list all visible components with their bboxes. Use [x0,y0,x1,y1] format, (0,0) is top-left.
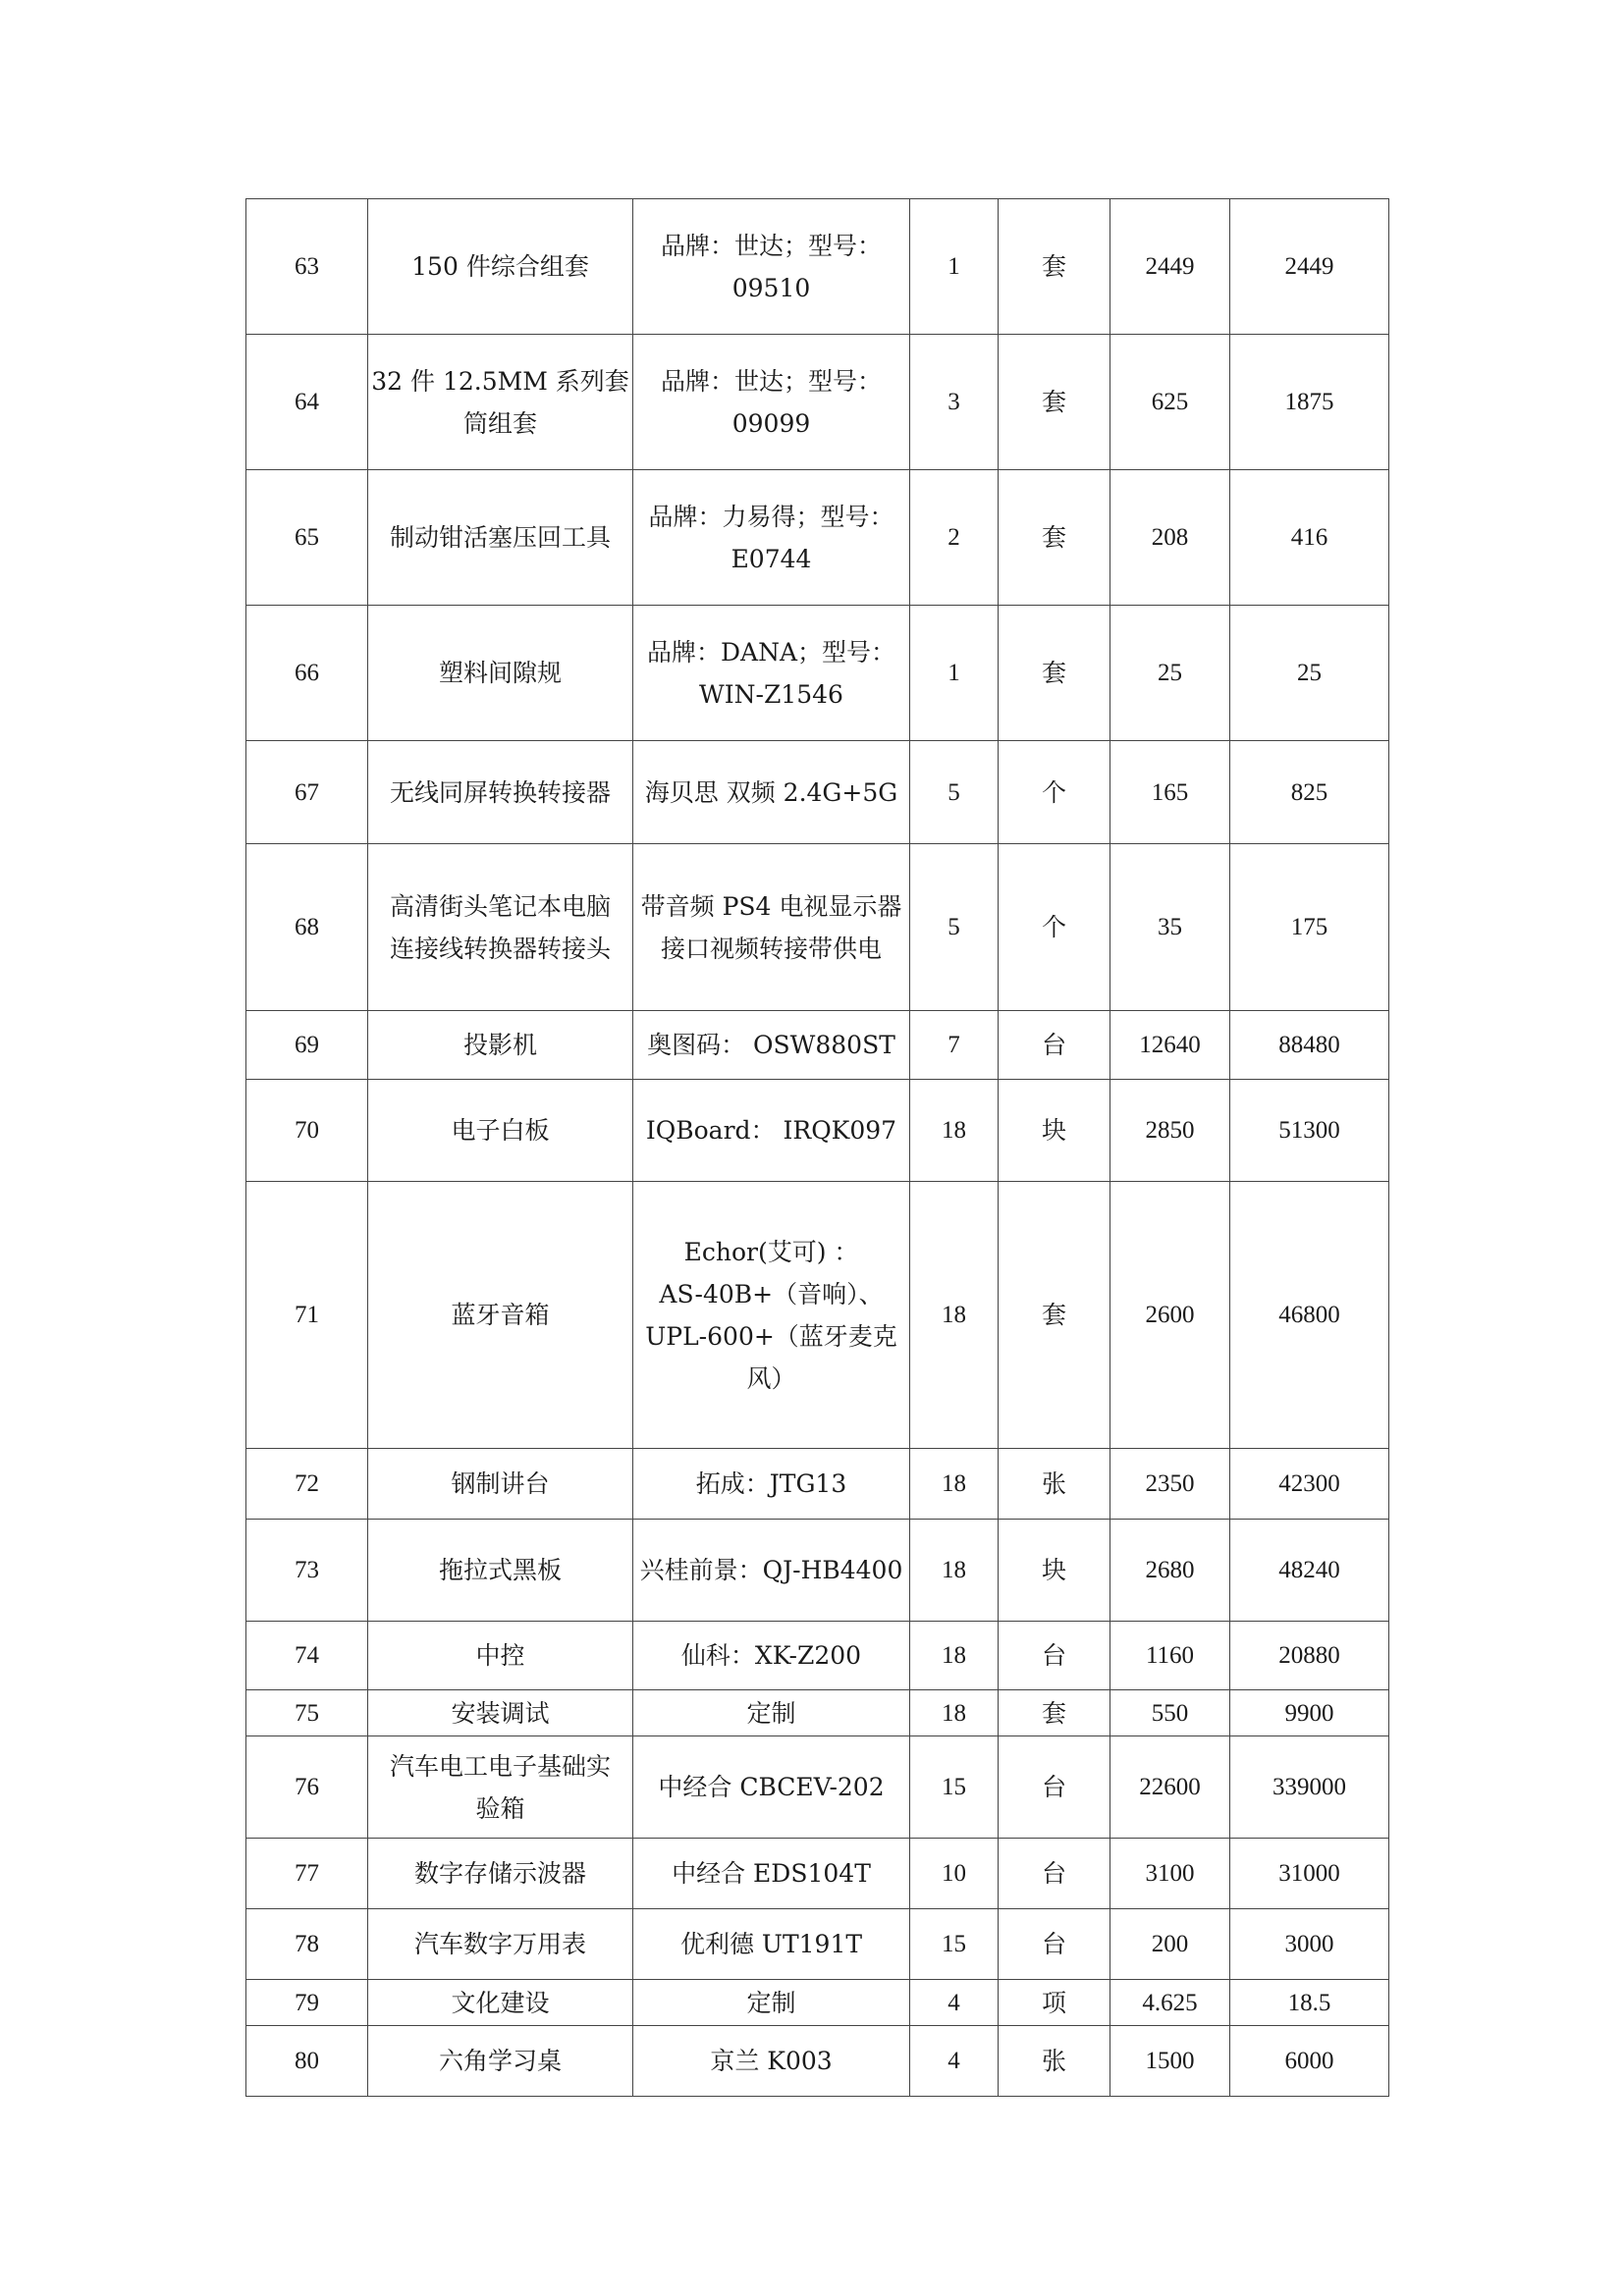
unit-cell: 套 [999,606,1110,741]
unit-cell: 个 [999,844,1110,1011]
spec-cell [633,1449,910,1520]
row-number-cell: 75 [246,1690,368,1736]
quantity-cell: 18 [910,1520,999,1622]
total-price-cell: 18.5 [1230,1980,1389,2026]
total-price-cell: 339000 [1230,1736,1389,1839]
unit-price-cell: 25 [1110,606,1230,741]
unit-cell: 套 [999,199,1110,335]
unit-cell: 张 [999,2026,1110,2097]
table-row [246,1622,1389,1690]
quantity-cell: 5 [910,844,999,1011]
spec-line: 09510 [731,273,811,302]
spec-line: AS-40B+（音响）、 [659,1279,884,1308]
spec-line: 奥图码： OSW880ST [647,1031,895,1059]
spec-line: 京兰 K003 [710,2047,833,2075]
total-price-cell: 25 [1230,606,1389,741]
unit-price-cell: 2600 [1110,1182,1230,1449]
item-name-cell [368,2026,633,2097]
row-number-cell: 64 [246,335,368,470]
row-number-cell: 65 [246,470,368,606]
spec-cell [633,1622,910,1690]
row-number-cell: 78 [246,1909,368,1980]
table-row [246,1080,1389,1182]
table-row [246,1980,1389,2026]
item-name-line: 32 件 12.5MM 系列套 [371,366,629,396]
quantity-cell: 18 [910,1449,999,1520]
unit-cell: 台 [999,1839,1110,1909]
unit-cell: 套 [999,335,1110,470]
unit-price-cell: 2449 [1110,199,1230,335]
total-price-cell: 1875 [1230,335,1389,470]
spec-cell [633,2026,910,2097]
unit-price-cell: 35 [1110,844,1230,1011]
spec-line: 风） [746,1363,796,1393]
unit-cell: 台 [999,1622,1110,1690]
item-name-cell [368,1520,633,1622]
quantity-cell: 18 [910,1622,999,1690]
quantity-cell: 18 [910,1182,999,1449]
item-name-line: 筒组套 [462,408,537,438]
table-row [246,1839,1389,1909]
spec-cell [633,1520,910,1622]
row-number-cell: 74 [246,1622,368,1690]
row-number-cell: 72 [246,1449,368,1520]
unit-price-cell: 2680 [1110,1520,1230,1622]
item-name-cell [368,844,633,1011]
quantity-cell: 1 [910,606,999,741]
table-row [246,1011,1389,1080]
total-price-cell: 20880 [1230,1622,1389,1690]
unit-price-cell: 4.625 [1110,1980,1230,2026]
spec-line: 拓成：JTG13 [695,1469,847,1498]
row-number-cell: 68 [246,844,368,1011]
unit-cell: 台 [999,1909,1110,1980]
quantity-cell: 18 [910,1690,999,1736]
item-name-cell [368,470,633,606]
item-name-cell [368,1839,633,1909]
table-row [246,1520,1389,1622]
total-price-cell: 6000 [1230,2026,1389,2097]
spec-line: 品牌：DANA；型号： [646,637,896,667]
row-number-cell: 76 [246,1736,368,1839]
item-name-line: 无线同屏转换转接器 [389,777,611,807]
quantity-cell: 15 [910,1736,999,1839]
item-name-line: 连接线转换器转接头 [389,934,611,963]
item-name-line: 数字存储示波器 [413,1859,586,1888]
unit-price-cell: 625 [1110,335,1230,470]
table-row [246,470,1389,606]
unit-cell: 块 [999,1520,1110,1622]
unit-price-cell: 208 [1110,470,1230,606]
total-price-cell: 825 [1230,741,1389,844]
total-price-cell: 48240 [1230,1520,1389,1622]
spec-line: 带音频 PS4 电视显示器 [640,891,902,921]
spec-line: 定制 [746,1988,796,2017]
spec-cell [633,1182,910,1449]
quantity-cell: 15 [910,1909,999,1980]
table-body [246,199,1389,2097]
item-name-line: 电子白板 [451,1116,550,1145]
quantity-cell: 4 [910,2026,999,2097]
spec-line: WIN-Z1546 [699,679,843,709]
spec-line: 接口视频转接带供电 [660,934,882,963]
unit-cell: 个 [999,741,1110,844]
spec-line: 品牌：力易得；型号： [648,502,894,531]
unit-cell: 块 [999,1080,1110,1182]
item-name-line: 六角学习桌 [438,2047,562,2075]
spec-line: 品牌：世达；型号： [660,231,882,260]
unit-cell: 项 [999,1980,1110,2026]
item-name-cell [368,1011,633,1080]
spec-cell [633,470,910,606]
spec-line: 兴桂前景：QJ-HB4400 [639,1556,903,1584]
item-name-line: 蓝牙音箱 [451,1301,550,1329]
item-name-line: 高清街头笔记本电脑 [389,891,611,921]
item-name-cell [368,1080,633,1182]
table-row [246,741,1389,844]
table-row [246,199,1389,335]
quantity-cell: 7 [910,1011,999,1080]
item-name-cell [368,606,633,741]
total-price-cell: 175 [1230,844,1389,1011]
row-number-cell: 79 [246,1980,368,2026]
unit-price-cell: 550 [1110,1690,1230,1736]
row-number-cell: 63 [246,199,368,335]
unit-price-cell: 2350 [1110,1449,1230,1520]
row-number-cell: 71 [246,1182,368,1449]
item-name-line: 塑料间隙规 [438,659,562,687]
row-number-cell: 70 [246,1080,368,1182]
table-row [246,606,1389,741]
item-name-cell [368,1736,633,1839]
spec-cell [633,1736,910,1839]
row-number-cell: 77 [246,1839,368,1909]
total-price-cell: 416 [1230,470,1389,606]
unit-cell: 张 [999,1449,1110,1520]
unit-price-cell: 200 [1110,1909,1230,1980]
item-name-line: 汽车数字万用表 [413,1930,586,1958]
unit-price-cell: 1160 [1110,1622,1230,1690]
spec-line: 海贝思 双频 2.4G+5G [644,777,898,807]
unit-price-cell: 1500 [1110,2026,1230,2097]
total-price-cell: 2449 [1230,199,1389,335]
row-number-cell: 80 [246,2026,368,2097]
item-name-cell [368,1449,633,1520]
row-number-cell: 69 [246,1011,368,1080]
spec-cell [633,741,910,844]
item-name-line: 钢制讲台 [451,1469,550,1498]
spec-cell [633,1980,910,2026]
item-name-cell [368,199,633,335]
spec-line: 09099 [731,408,811,438]
spec-line: 仙科：XK-Z200 [680,1641,862,1670]
equipment-table [245,198,1389,2097]
total-price-cell: 88480 [1230,1011,1389,1080]
item-name-cell [368,1182,633,1449]
total-price-cell: 31000 [1230,1839,1389,1909]
spec-cell [633,1909,910,1980]
unit-cell: 套 [999,470,1110,606]
spec-cell [633,1839,910,1909]
table-row [246,335,1389,470]
table-row [246,1449,1389,1520]
unit-price-cell: 3100 [1110,1839,1230,1909]
item-name-line: 中控 [475,1641,525,1670]
row-number-cell: 73 [246,1520,368,1622]
spec-line: 品牌：世达；型号： [660,366,882,396]
table-row [246,844,1389,1011]
item-name-cell [368,1980,633,2026]
table-row [246,1690,1389,1736]
spec-line: 中经合 EDS104T [672,1859,871,1888]
item-name-cell [368,1622,633,1690]
spec-cell [633,1011,910,1080]
total-price-cell: 51300 [1230,1080,1389,1182]
spec-line: 定制 [746,1698,796,1728]
quantity-cell: 18 [910,1080,999,1182]
table-row [246,1736,1389,1839]
spec-cell [633,606,910,741]
unit-cell: 台 [999,1011,1110,1080]
unit-price-cell: 165 [1110,741,1230,844]
table-row [246,1182,1389,1449]
spec-line: IQBoard： IRQK097 [645,1116,897,1145]
item-name-line: 验箱 [475,1793,525,1823]
total-price-cell: 46800 [1230,1182,1389,1449]
spec-cell [633,1080,910,1182]
item-name-cell [368,1909,633,1980]
quantity-cell: 3 [910,335,999,470]
item-name-line: 安装调试 [451,1698,550,1728]
unit-price-cell: 2850 [1110,1080,1230,1182]
total-price-cell: 42300 [1230,1449,1389,1520]
spec-line: 优利德 UT191T [679,1930,863,1958]
quantity-cell: 10 [910,1839,999,1909]
unit-price-cell: 12640 [1110,1011,1230,1080]
table-row [246,1909,1389,1980]
total-price-cell: 9900 [1230,1690,1389,1736]
spec-cell [633,199,910,335]
total-price-cell: 3000 [1230,1909,1389,1980]
item-name-line: 拖拉式黑板 [438,1556,562,1584]
row-number-cell: 67 [246,741,368,844]
quantity-cell: 2 [910,470,999,606]
quantity-cell: 1 [910,199,999,335]
item-name-cell [368,741,633,844]
item-name-line: 投影机 [462,1031,537,1059]
item-name-line: 汽车电工电子基础实 [389,1751,611,1781]
unit-cell: 套 [999,1690,1110,1736]
item-name-cell [368,335,633,470]
table-row [246,2026,1389,2097]
item-name-line: 制动钳活塞压回工具 [389,523,611,552]
spec-cell [633,1690,910,1736]
item-name-line: 文化建设 [451,1988,550,2017]
spec-line: UPL-600+（蓝牙麦克 [645,1321,897,1351]
unit-price-cell: 22600 [1110,1736,1230,1839]
spec-cell [633,335,910,470]
unit-cell: 套 [999,1182,1110,1449]
spec-cell [633,844,910,1011]
spec-line: Echor(艾可) ： [683,1237,859,1266]
item-name-cell [368,1690,633,1736]
quantity-cell: 4 [910,1980,999,2026]
quantity-cell: 5 [910,741,999,844]
spec-line: 中经合 CBCEV-202 [658,1773,885,1801]
unit-cell: 台 [999,1736,1110,1839]
spec-line: E0744 [731,544,812,573]
row-number-cell: 66 [246,606,368,741]
item-name-line: 150 件综合组套 [411,252,589,281]
